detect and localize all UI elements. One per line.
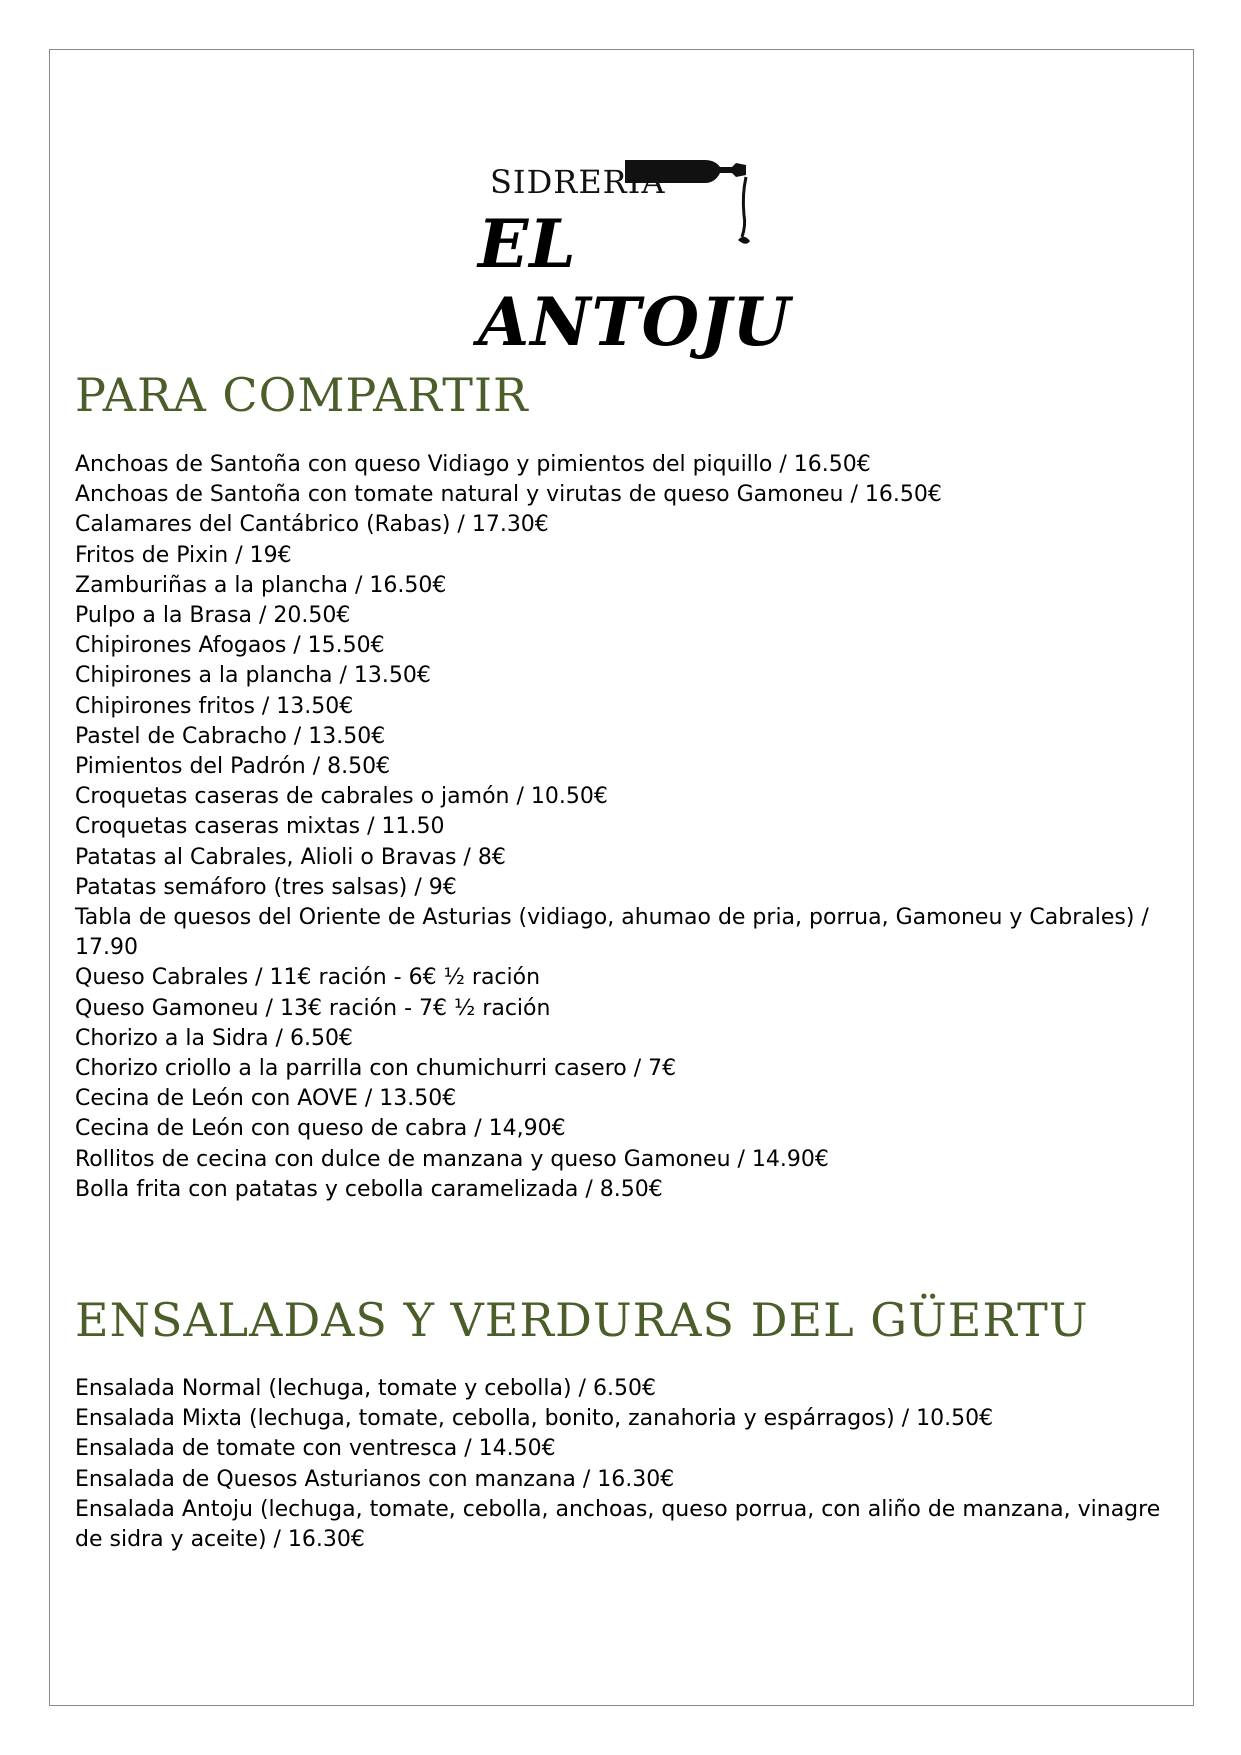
- menu-item: Croquetas caseras de cabrales o jamón / 10.50€: [75, 784, 608, 810]
- menu-item: Pastel de Cabracho / 13.50€: [75, 723, 386, 749]
- menu-item: Tabla de quesos del Oriente de Asturias (vidiago, ahumao de pria, porrua, Gamoneu y Cabrales) / 17.90: [75, 905, 1149, 961]
- menu-item: Anchoas de Santoña con queso Vidiago y pimientos del piquillo / 16.50€: [75, 452, 871, 477]
- brand-name: EL ANTOJU: [478, 205, 791, 361]
- menu-item: Ensalada de tomate con ventresca / 14.50€: [75, 1436, 556, 1462]
- menu-item: Queso Cabrales / 11€ ración - 6€ ½ ración: [75, 965, 541, 991]
- menu-item: Patatas semáforo (tres salsas) / 9€: [75, 874, 457, 900]
- menu-item: Cecina de León con queso de cabra / 14,90€: [75, 1116, 566, 1142]
- menu-item: Ensalada Mixta (lechuga, tomate, cebolla, bonito, zanahoria y espárragos) / 10.50€: [75, 1406, 994, 1432]
- menu-item: Croquetas caseras mixtas / 11.50: [75, 814, 445, 840]
- menu-item: Bolla frita con patatas y cebolla caramelizada / 8.50€: [75, 1176, 663, 1202]
- menu-item: Calamares del Cantábrico (Rabas) / 17.30€: [75, 512, 549, 538]
- menu-item: Fritos de Pixin / 19€: [75, 542, 292, 568]
- menu-item: Anchoas de Santoña con tomate natural y virutas de queso Gamoneu / 16.50€: [75, 482, 942, 508]
- menu-item: Chorizo criollo a la parrilla con chumichurri casero / 7€: [75, 1056, 677, 1082]
- menu-item: Zamburiñas a la plancha / 16.50€: [75, 572, 447, 598]
- menu-item: Patatas al Cabrales, Alioli o Bravas / 8€: [75, 844, 506, 870]
- menu-item: Rollitos de cecina con dulce de manzana y queso Gamoneu / 14.90€: [75, 1146, 829, 1172]
- menu-item: Cecina de León con AOVE / 13.50€: [75, 1086, 457, 1112]
- section-title-para-compartir: PARA COMPARTIR: [75, 368, 529, 422]
- menu-item: Pulpo a la Brasa / 20.50€: [75, 603, 351, 629]
- menu-item: Pimientos del Padrón / 8.50€: [75, 754, 391, 780]
- menu-list-para-compartir: [75, 450, 1170, 1205]
- menu-item: Ensalada de Quesos Asturianos con manzana / 16.30€: [75, 1466, 675, 1492]
- logo: [470, 145, 791, 361]
- menu-item: Ensalada Antoju (lechuga, tomate, cebolla, anchoas, queso porrua, con aliño de manzana, vinagre de sidra y aceite) / 16.30€: [75, 1496, 1161, 1553]
- menu-item: Chipirones Afogaos / 15.50€: [75, 633, 385, 659]
- menu-item: Chorizo a la Sidra / 6.50€: [75, 1025, 353, 1051]
- menu-item: Ensalada Normal (lechuga, tomate y cebolla) / 6.50€: [75, 1376, 656, 1401]
- menu-item: Queso Gamoneu / 13€ ración - 7€ ½ ración: [75, 995, 551, 1021]
- menu-item: Chipirones a la plancha / 13.50€: [75, 663, 431, 689]
- menu-list-ensaladas: [75, 1374, 1170, 1555]
- brand-top: SIDRERIA: [490, 163, 666, 201]
- section-title-ensaladas: ENSALADAS Y VERDURAS DEL GÜERTU: [75, 1293, 1089, 1347]
- menu-item: Chipirones fritos / 13.50€: [75, 693, 354, 719]
